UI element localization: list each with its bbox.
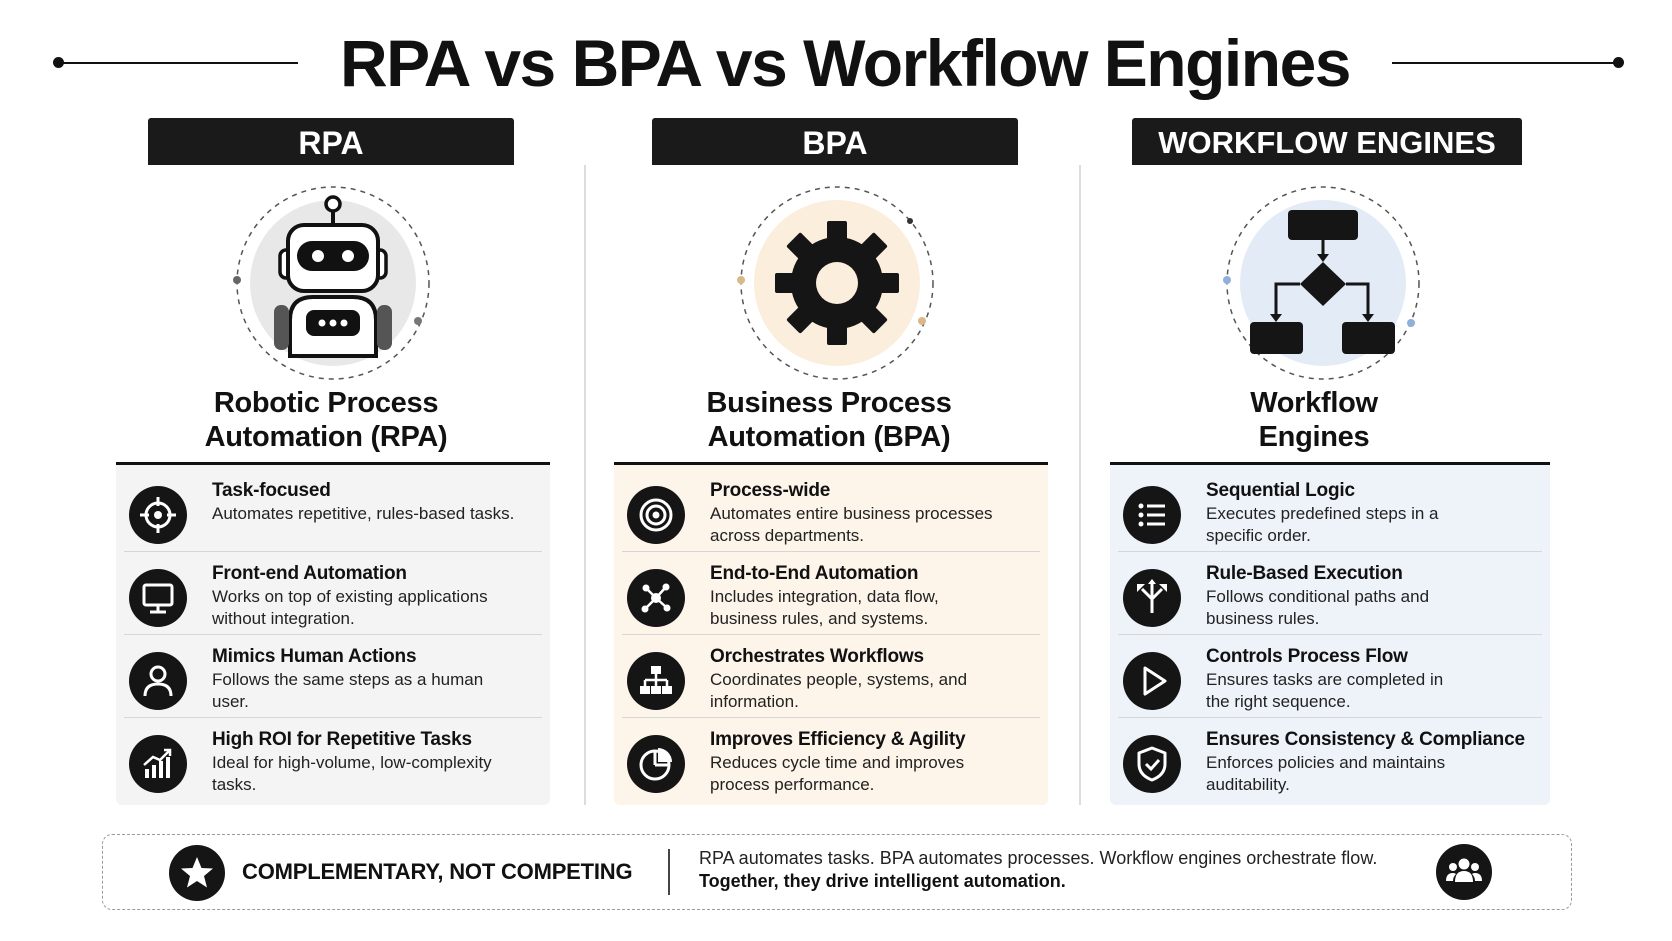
title-row	[0, 18, 1672, 108]
heading-line: Automation (RPA)	[204, 421, 448, 453]
list-item	[1110, 635, 1550, 717]
item-desc: Works on top of existing applications	[212, 587, 488, 606]
item-desc: across departments.	[710, 526, 865, 545]
item-desc: business rules.	[1206, 609, 1320, 628]
bullseye-icon	[627, 486, 685, 544]
list-item	[1110, 469, 1550, 551]
item-desc: Ideal for high-volume, low-complexity	[212, 753, 492, 772]
play-icon	[1123, 652, 1181, 710]
star-icon	[169, 845, 225, 901]
summary-bold-text: Together, they drive intelligent automation.	[699, 871, 1066, 891]
column-heading-rpa	[101, 386, 551, 454]
item-title: Orchestrates Workflows	[710, 646, 924, 667]
features-panel-workflow-engines	[1110, 465, 1550, 805]
item-desc: Executes predefined steps in a	[1206, 504, 1439, 523]
item-desc: Includes integration, data flow,	[710, 587, 939, 606]
page-title: RPA vs BPA vs Workflow Engines	[339, 26, 1350, 100]
item-title: End-to-End Automation	[710, 563, 919, 584]
column-separator	[1079, 165, 1081, 805]
column-rpa	[114, 118, 564, 808]
item-desc: tasks.	[212, 775, 257, 794]
list-item	[614, 552, 1048, 634]
monitor-icon	[129, 569, 187, 627]
item-title: High ROI for Repetitive Tasks	[212, 729, 472, 750]
item-title: Sequential Logic	[1206, 480, 1355, 501]
heading-line: Engines	[1258, 421, 1370, 453]
title-line-left	[58, 62, 298, 64]
item-desc: Follows the same steps as a human	[212, 670, 484, 689]
features-panel-bpa	[614, 465, 1048, 805]
shield-check-icon	[1123, 735, 1181, 793]
list-item	[614, 635, 1048, 717]
list-icon	[1123, 486, 1181, 544]
item-desc: information.	[710, 692, 799, 711]
column-heading-workflow-engines	[1089, 386, 1539, 454]
item-desc: business rules, and systems.	[710, 609, 929, 628]
heading-line: Business Process	[706, 387, 952, 419]
item-title: Process-wide	[710, 480, 831, 501]
item-desc: process performance.	[710, 775, 875, 794]
summary-text: RPA automates tasks. BPA automates processes. Workflow engines orchestrate flow.	[699, 848, 1378, 868]
item-title: Controls Process Flow	[1206, 646, 1408, 667]
item-desc: specific order.	[1206, 526, 1311, 545]
item-desc: the right sequence.	[1206, 692, 1351, 711]
summary-label: COMPLEMENTARY, NOT COMPETING	[242, 859, 633, 884]
item-title: Mimics Human Actions	[212, 646, 417, 667]
list-item	[614, 469, 1048, 551]
team-icon	[1436, 844, 1492, 900]
list-item	[116, 718, 550, 800]
summary-banner	[102, 834, 1572, 910]
growth-chart-icon	[129, 735, 187, 793]
item-title: Task-focused	[212, 480, 331, 501]
item-desc: Enforces policies and maintains	[1206, 753, 1446, 772]
target-icon	[129, 486, 187, 544]
column-workflow-engines	[1108, 118, 1558, 808]
item-desc: without integration.	[212, 609, 355, 628]
summary-divider	[668, 849, 670, 895]
network-icon	[627, 569, 685, 627]
column-bpa	[614, 118, 1064, 808]
item-title: Front-end Automation	[212, 563, 407, 584]
branch-arrows-icon	[1123, 569, 1181, 627]
user-icon	[129, 652, 187, 710]
title-line-right	[1392, 62, 1622, 64]
org-chart-icon	[627, 652, 685, 710]
item-title: Rule-Based Execution	[1206, 563, 1403, 584]
list-item	[116, 469, 550, 551]
flowchart-icon	[1220, 180, 1426, 386]
pie-chart-icon	[627, 735, 685, 793]
item-desc: Coordinates people, systems, and	[710, 670, 968, 689]
title-dot-right	[1613, 57, 1624, 68]
column-heading-bpa	[604, 386, 1054, 454]
column-tab-bpa: BPA	[652, 118, 1018, 165]
heading-line: Workflow	[1250, 387, 1378, 419]
gear-icon	[734, 180, 940, 386]
item-title: Improves Efficiency & Agility	[710, 729, 966, 750]
item-desc: user.	[212, 692, 249, 711]
column-tab-workflow-engines: WORKFLOW ENGINES	[1132, 118, 1522, 165]
item-desc: auditability.	[1206, 775, 1290, 794]
item-desc: Follows conditional paths and	[1206, 587, 1430, 606]
robot-icon	[230, 180, 436, 386]
item-desc: Ensures tasks are completed in	[1206, 670, 1444, 689]
list-item	[614, 718, 1048, 800]
item-desc: Automates entire business processes	[710, 504, 993, 523]
list-item	[116, 635, 550, 717]
heading-line: Automation (BPA)	[707, 421, 951, 453]
list-item	[1110, 718, 1550, 800]
item-desc: Automates repetitive, rules-based tasks.	[212, 504, 515, 523]
column-separator	[584, 165, 586, 805]
features-panel-rpa	[116, 465, 550, 805]
list-item	[116, 552, 550, 634]
heading-line: Robotic Process	[213, 387, 439, 419]
list-item	[1110, 552, 1550, 634]
item-desc: Reduces cycle time and improves	[710, 753, 965, 772]
item-title: Ensures Consistency & Compliance	[1206, 729, 1525, 750]
column-tab-rpa: RPA	[148, 118, 514, 165]
